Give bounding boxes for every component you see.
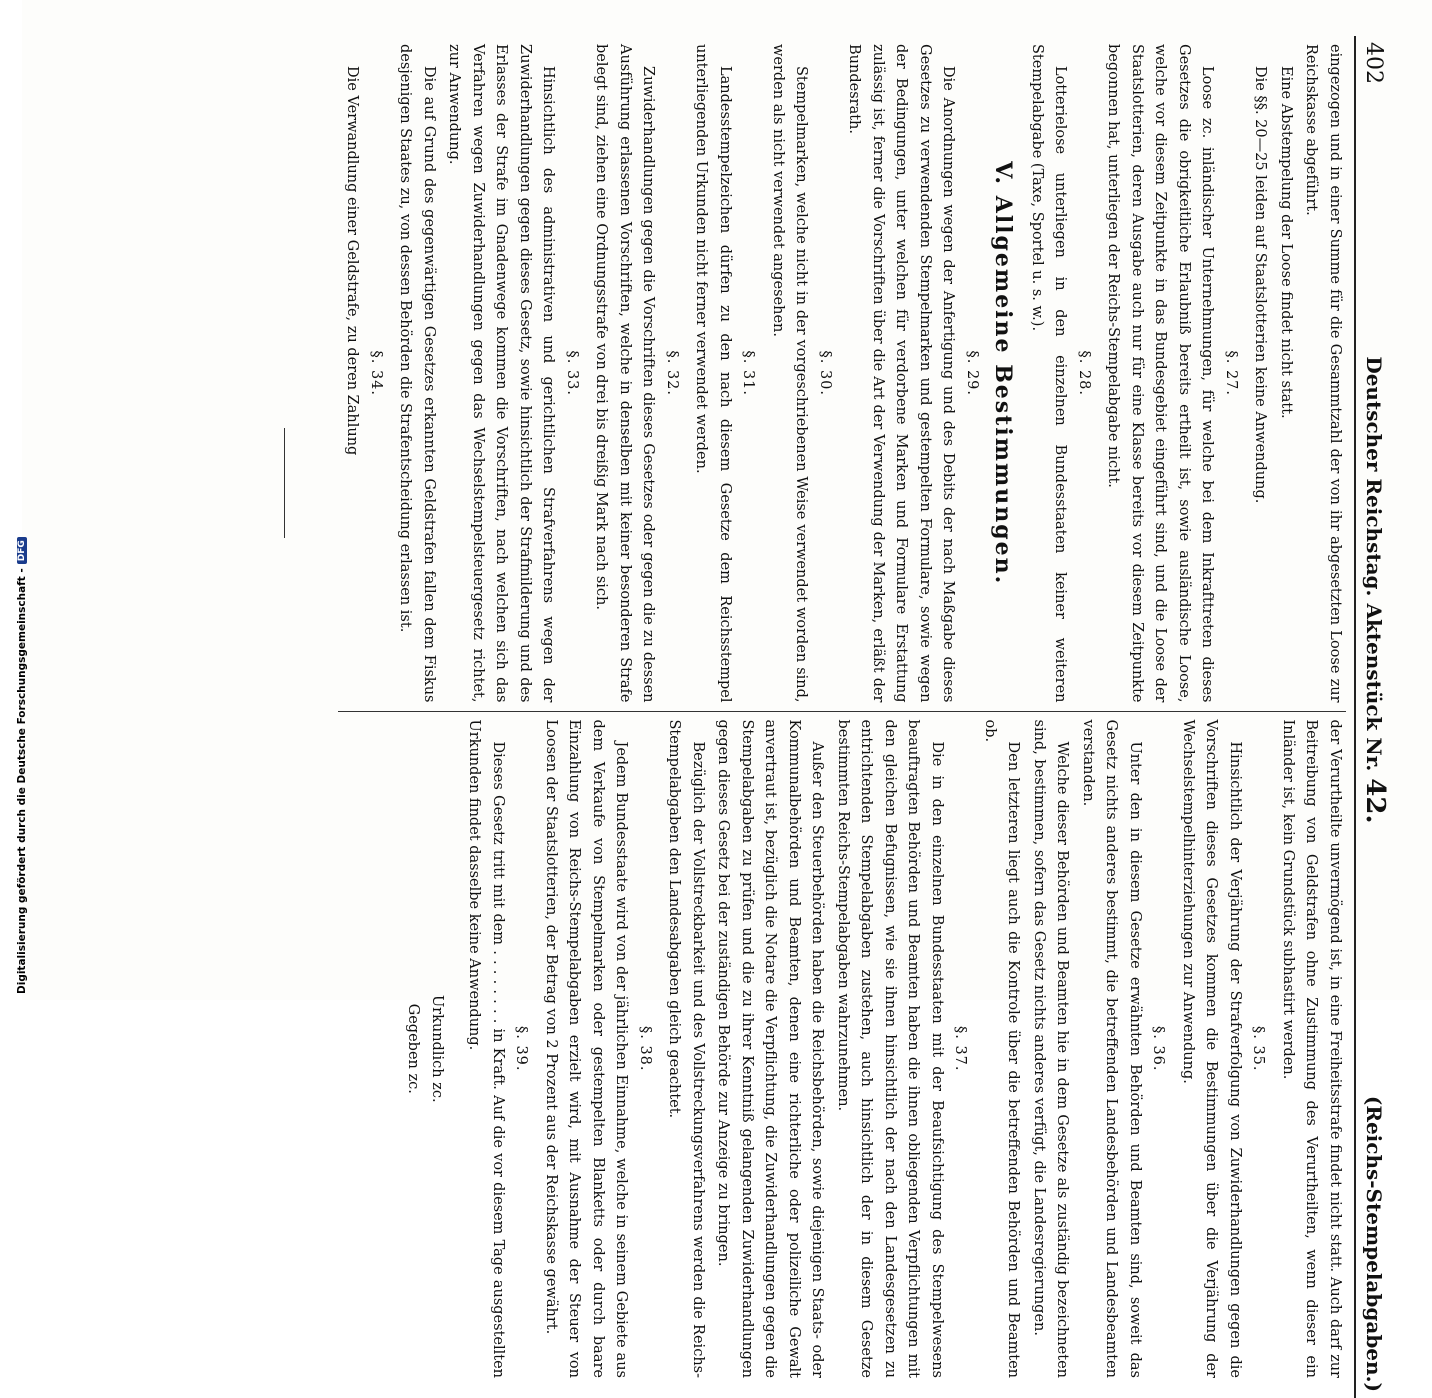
paragraph: der Verurtheilte unvermögend ist, in eine Freiheitsstrafe findet nicht statt. Auch darf zur Beitreibung von Geldstrafen ohne Zustimmung des Verurtheilten, wenn dieser ein Inländer ist, kein Grundstück subhastirt werden.	[1280, 719, 1343, 1378]
dfg-credit	[16, 537, 28, 994]
text-columns	[338, 36, 1346, 1386]
title-text: Deutscher Reichstag. Aktenstück Nr.	[1362, 356, 1386, 772]
closing-formula: Urkundlich zc.	[429, 994, 445, 1103]
dfg-credit-text: Digitalisierung gefördert durch die Deutsche Forschungsgemeinschaft -	[16, 568, 28, 994]
paragraph: Lotterielose unterliegen in den einzelnen Bundesstaaten keiner weiteren Stempelabgabe (Taxe, Sportel u. s. w.).	[1029, 44, 1069, 703]
page-title	[1360, 356, 1390, 823]
section-number: §. 38.	[637, 1025, 653, 1072]
paragraph: Hinsichtlich des administrativen und gerichtlichen Strafverfahrens wegen der Zuwiderhandlungen gegen dieses Gesetz, sowie hinsichtlich der Strafmilderung und des Erlasses der Strafe im Gnadenwege kommen die Vorschriften, nach welchen sich das Verfahren wegen Zuwiderhandlungen gegen das Wechselstempelsteuergesetz richtet, zur Anwendung.	[446, 44, 557, 703]
paragraph: Jedem Bundesstaate wird von der jährlichen Einnahme, welche in seinem Gebiete aus dem Verkaufe von Stempelmarken oder gestempelten Blanketts oder durch baare Einzahlung von Reichs-Stempelabgaben erzielt wird, mit Ausnahme der Steuer von Loosen der Staatslotterien, der Betrag von 2 Prozent aus der Reichskasse gewährt.	[543, 719, 630, 1378]
page-header	[1354, 36, 1390, 1398]
issue-number: 42.	[1360, 778, 1390, 824]
paragraph: Den letzteren liegt auch die Kontrole über die betreffenden Behörden und Beamten ob.	[982, 719, 1022, 1378]
paragraph: Die in den einzelnen Bundesstaaten mit der Beaufsichtigung des Stempelwesens beauftragten Behörden und Beamten haben die ihnen obliegenden Verpflichtungen mit den gleichen Befugnissen, wie sie ihnen hinsichtlich der nach den Landesgesetzen zu entrichtenden Stempelabgaben zustehen, auch hinsichtlich der in diesem Gesetze bestimmten Reichs-Stempelabgaben wahrzunehmen.	[835, 719, 945, 1378]
paragraph: Bezüglich der Vollstreckbarkeit und des Vollstreckungsverfahrens werden die Reichs-Stempelabgaben den Landesabgaben gleich geachtet.	[666, 719, 706, 1378]
chapter-heading: V. Allgemeine Bestimmungen.	[990, 161, 1017, 586]
paragraph: Welche dieser Behörden und Beamten hie in dem Gesetze als zuständig bezeichneten sind, bestimmen, sofern das Gesetz nichts anderes verfügt, die Landesregierungen.	[1031, 719, 1071, 1378]
paragraph: Dieses Gesetz tritt mit dem . . . . . . . . in Kraft. Auf die vor diesem Tage ausgestellten Urkunden findet dasselbe keine Anwendung.	[466, 719, 506, 1378]
section-number: §. 34.	[368, 350, 384, 397]
paragraph: Die Verwandlung einer Geldstrafe, zu deren Zahlung	[344, 66, 361, 456]
section-number: §. 32.	[664, 350, 680, 397]
paragraph: Landesstempelzeichen dürfen zu den nach diesem Gesetze dem Reichsstempel unterliegenden Urkunden nicht ferner verwendet werden.	[693, 44, 733, 703]
paragraph: Loose zc. inländischer Unternehmungen, für welche bei dem Inkrafttreten dieses Gesetzes die obrigkeitliche Erlaubniß bereits ertheilt ist, sowie ausländische Loose, welche vor diesem Zeitpunkte in das Bundesgebiet eingeführt sind, und die Loose der Staatslotterien, deren Ausgabe auch nur für eine Klasse bereits vor diesem Zeitpunkte begonnen hat, unterliegen der Reichs-Stempelabgabe nicht.	[1105, 44, 1216, 703]
closing-formula: Gegeben zc.	[405, 1003, 422, 1094]
section-number: §. 28.	[1076, 350, 1092, 397]
page-subject: (Reichs-Stempelabgaben.)	[1362, 1095, 1386, 1392]
section-number: §. 27.	[1223, 350, 1239, 397]
paragraph: Die Anordnungen wegen der Anfertigung und des Debits der nach Maßgabe dieses Gesetzes zu verwendenden Stempelmarken und gestempelten Formulare, sowie wegen der Bedingungen, unter welchen für verdorbene Marken und Formulare Erstattung zulässig ist, ferner die Vorschriften über die Art der Verwendung der Marken, erläßt der Bundesrath.	[846, 44, 957, 703]
section-number: §. 36.	[1150, 1025, 1167, 1072]
right-column	[338, 712, 1346, 1387]
paragraph: eingezogen und in einer Summe für die Gesammtzahl der von ihr abgesetzten Loose zur Reichskasse abgeführt.	[1303, 44, 1343, 703]
section-number: §. 29.	[964, 350, 980, 397]
scan-mark	[284, 428, 285, 538]
page-number: 402	[1361, 42, 1386, 84]
paragraph: Die auf Grund des gegenwärtigen Gesetzes erkannten Geldstrafen fallen dem Fiskus desjenigen Staates zu, von dessen Behörden die Strafentscheidung erlassen ist.	[397, 44, 437, 703]
paragraph: Unter den in diesem Gesetze erwähnten Behörden und Beamten sind, soweit das Gesetz nichts anderes bestimmt, die betreffenden Landesbehörden und Landesbeamten verstanden.	[1080, 719, 1143, 1378]
paragraph: Zuwiderhandlungen gegen die Vorschriften dieses Gesetzes oder gegen die zu dessen Ausführung erlassenen Vorschriften, welche in denselben mit keiner besonderen Strafe belegt sind, ziehen eine Ordnungsstrafe von drei bis dreißig Mark nach sich.	[593, 44, 657, 703]
dfg-logo: DFG	[17, 537, 27, 564]
section-number: §. 35.	[1250, 1025, 1267, 1072]
paragraph: Eine Abstempelung der Loose findet nicht statt.	[1278, 66, 1294, 419]
section-number: §. 39.	[513, 1025, 530, 1072]
section-number: §. 37.	[952, 1025, 969, 1072]
section-number: §. 30.	[817, 350, 833, 397]
rotated-content	[344, 36, 1390, 1392]
paragraph: Hinsichtlich der Verjährung der Strafverfolgung von Zuwiderhandlungen gegen die Vorschriften dieses Gesetzes kommen die Bestimmungen über die Verjährung der Wechselstempelhinterziehungen zur Anwendung.	[1180, 719, 1243, 1378]
left-column	[338, 36, 1346, 712]
section-number: §. 33.	[564, 350, 580, 397]
paragraph: Außer den Steuerbehörden haben die Reichsbehörden, sowie diejenigen Staats- oder Kommunalbehörden und Beamten, denen eine richterliche oder polizeiliche Gewalt anvertraut ist, bezüglich die Notare die Verpflichtung, die Zuwiderhandlungen gegen die Stempelabgaben zu prüfen und die zu ihrer Kenntniß gelangenden Zuwiderhandlungen gegen dieses Gesetz bei der zuständigen Behörde zur Anzeige zu bringen.	[715, 719, 826, 1378]
paragraph: Die §§. 20—25 leiden auf Staatslotterien keine Anwendung.	[1252, 66, 1269, 504]
paragraph: Stempelmarken, welche nicht in der vorgeschriebenen Weise verwendet worden sind, werden als nicht verwendet angesehen.	[770, 44, 810, 703]
section-number: §. 31.	[740, 350, 757, 397]
dfg-credit-strip	[0, 0, 28, 1000]
